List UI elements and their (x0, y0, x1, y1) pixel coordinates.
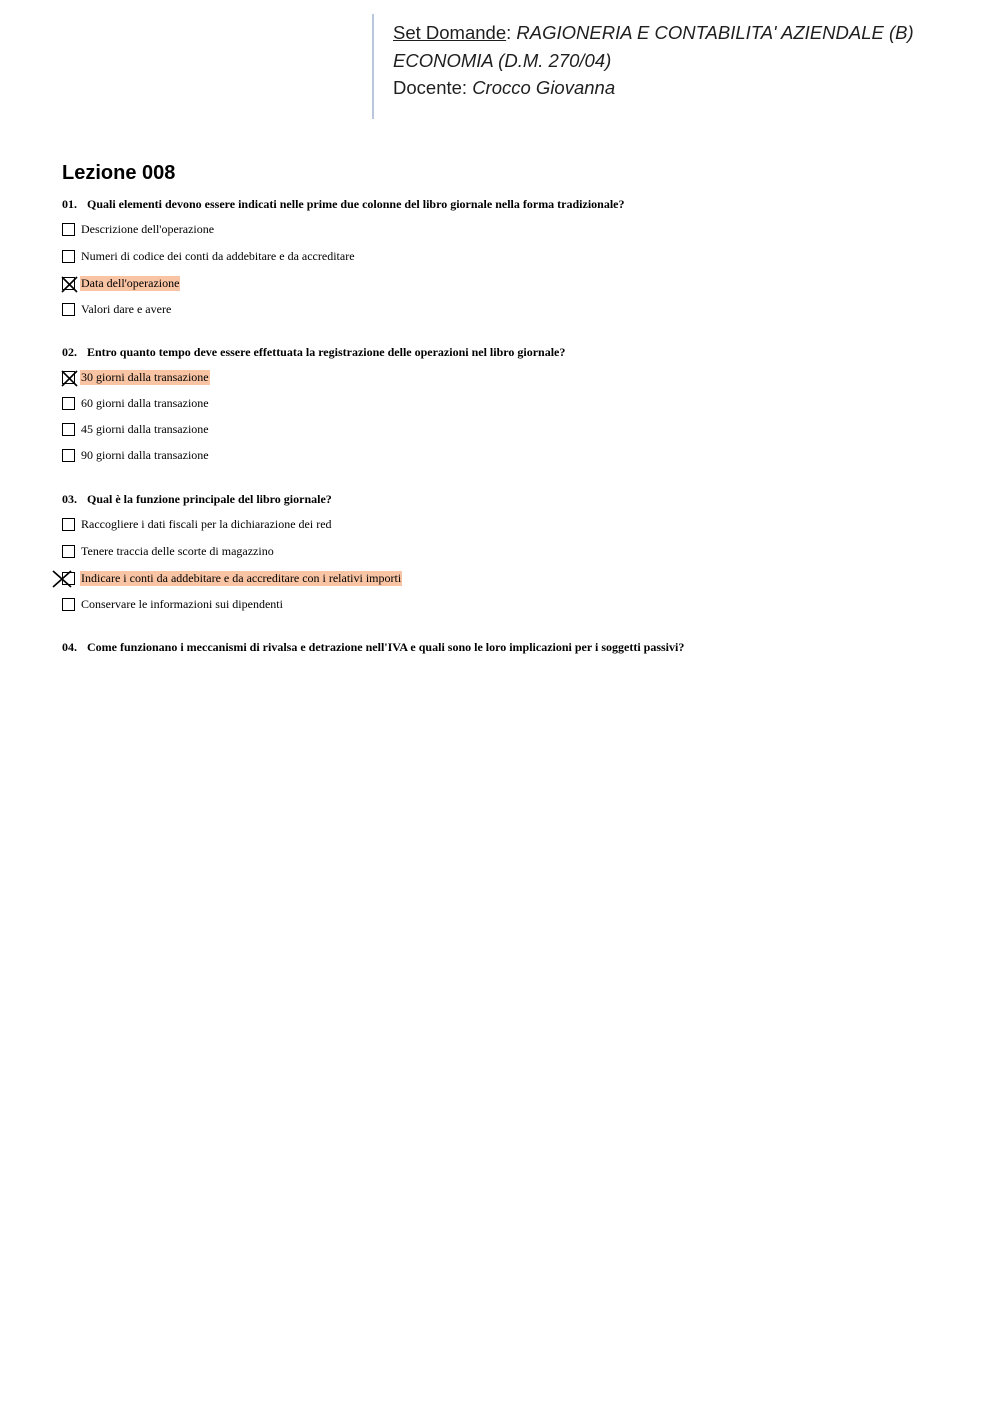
document-header (372, 14, 914, 119)
x-mark-icon (61, 370, 78, 387)
question-01 (62, 197, 625, 212)
question-text: Entro quanto tempo deve essere effettuata la registrazione delle operazioni nel libro giornale? (87, 345, 566, 359)
teacher-line (393, 74, 914, 102)
option-text: 60 giorni dalla transazione (81, 396, 209, 410)
course-title-1: RAGIONERIA E CONTABILITA' AZIENDALE (B) (516, 22, 914, 43)
question-text: Quali elementi devono essere indicati nelle prime due colonne del libro giornale nella forma tradizionale? (87, 197, 625, 211)
option-text: 90 giorni dalla transazione (81, 448, 209, 462)
set-domande-label: Set Domande (393, 22, 507, 43)
question-02 (62, 345, 565, 360)
teacher-name: Crocco Giovanna (472, 77, 616, 98)
checkbox[interactable] (62, 449, 75, 462)
question-text: Qual è la funzione principale del libro giornale? (87, 492, 332, 506)
teacher-label: Docente: (393, 77, 468, 98)
checkbox[interactable] (62, 223, 75, 236)
question-number: 04. (62, 640, 77, 654)
option-text: 45 giorni dalla transazione (81, 422, 209, 436)
option-text-selected: Data dell'operazione (81, 276, 180, 290)
option-text-selected: Indicare i conti da addebitare e da accreditare con i relativi importi (81, 571, 402, 585)
lesson-title: Lezione 008 (62, 162, 176, 184)
x-mark-icon (61, 276, 78, 293)
question-text: Come funzionano i meccanismi di rivalsa e detrazione nell'IVA e quali sono le loro implicazioni per i soggetti passivi? (87, 640, 685, 654)
question-number: 01. (62, 197, 77, 211)
checkbox[interactable] (62, 397, 75, 410)
checkbox[interactable] (62, 518, 75, 531)
option-text: Descrizione dell'operazione (81, 222, 215, 236)
option-text: Conservare le informazioni sui dipendenti (81, 597, 283, 611)
checkbox[interactable] (62, 250, 75, 263)
checkbox[interactable] (62, 423, 75, 436)
option-text-selected: 30 giorni dalla transazione (81, 370, 209, 384)
x-mark-icon (52, 570, 72, 588)
question-number: 02. (62, 345, 77, 359)
option-text: Raccogliere i dati fiscali per la dichiarazione dei red (81, 517, 332, 531)
checkbox[interactable] (62, 598, 75, 611)
option-text: Tenere traccia delle scorte di magazzino (81, 544, 274, 558)
question-04 (62, 640, 684, 655)
option-text: Valori dare e avere (81, 302, 172, 316)
checkbox[interactable] (62, 545, 75, 558)
question-number: 03. (62, 492, 77, 506)
course-title-2: ECONOMIA (D.M. 270/04) (393, 49, 612, 71)
option-text: Numeri di codice dei conti da addebitare e da accreditare (81, 249, 355, 263)
checkbox[interactable] (62, 303, 75, 316)
question-03 (62, 492, 332, 507)
course-line-1: Set Domande: RAGIONERIA E CONTABILITA' AZIENDALE (B) (393, 22, 914, 43)
